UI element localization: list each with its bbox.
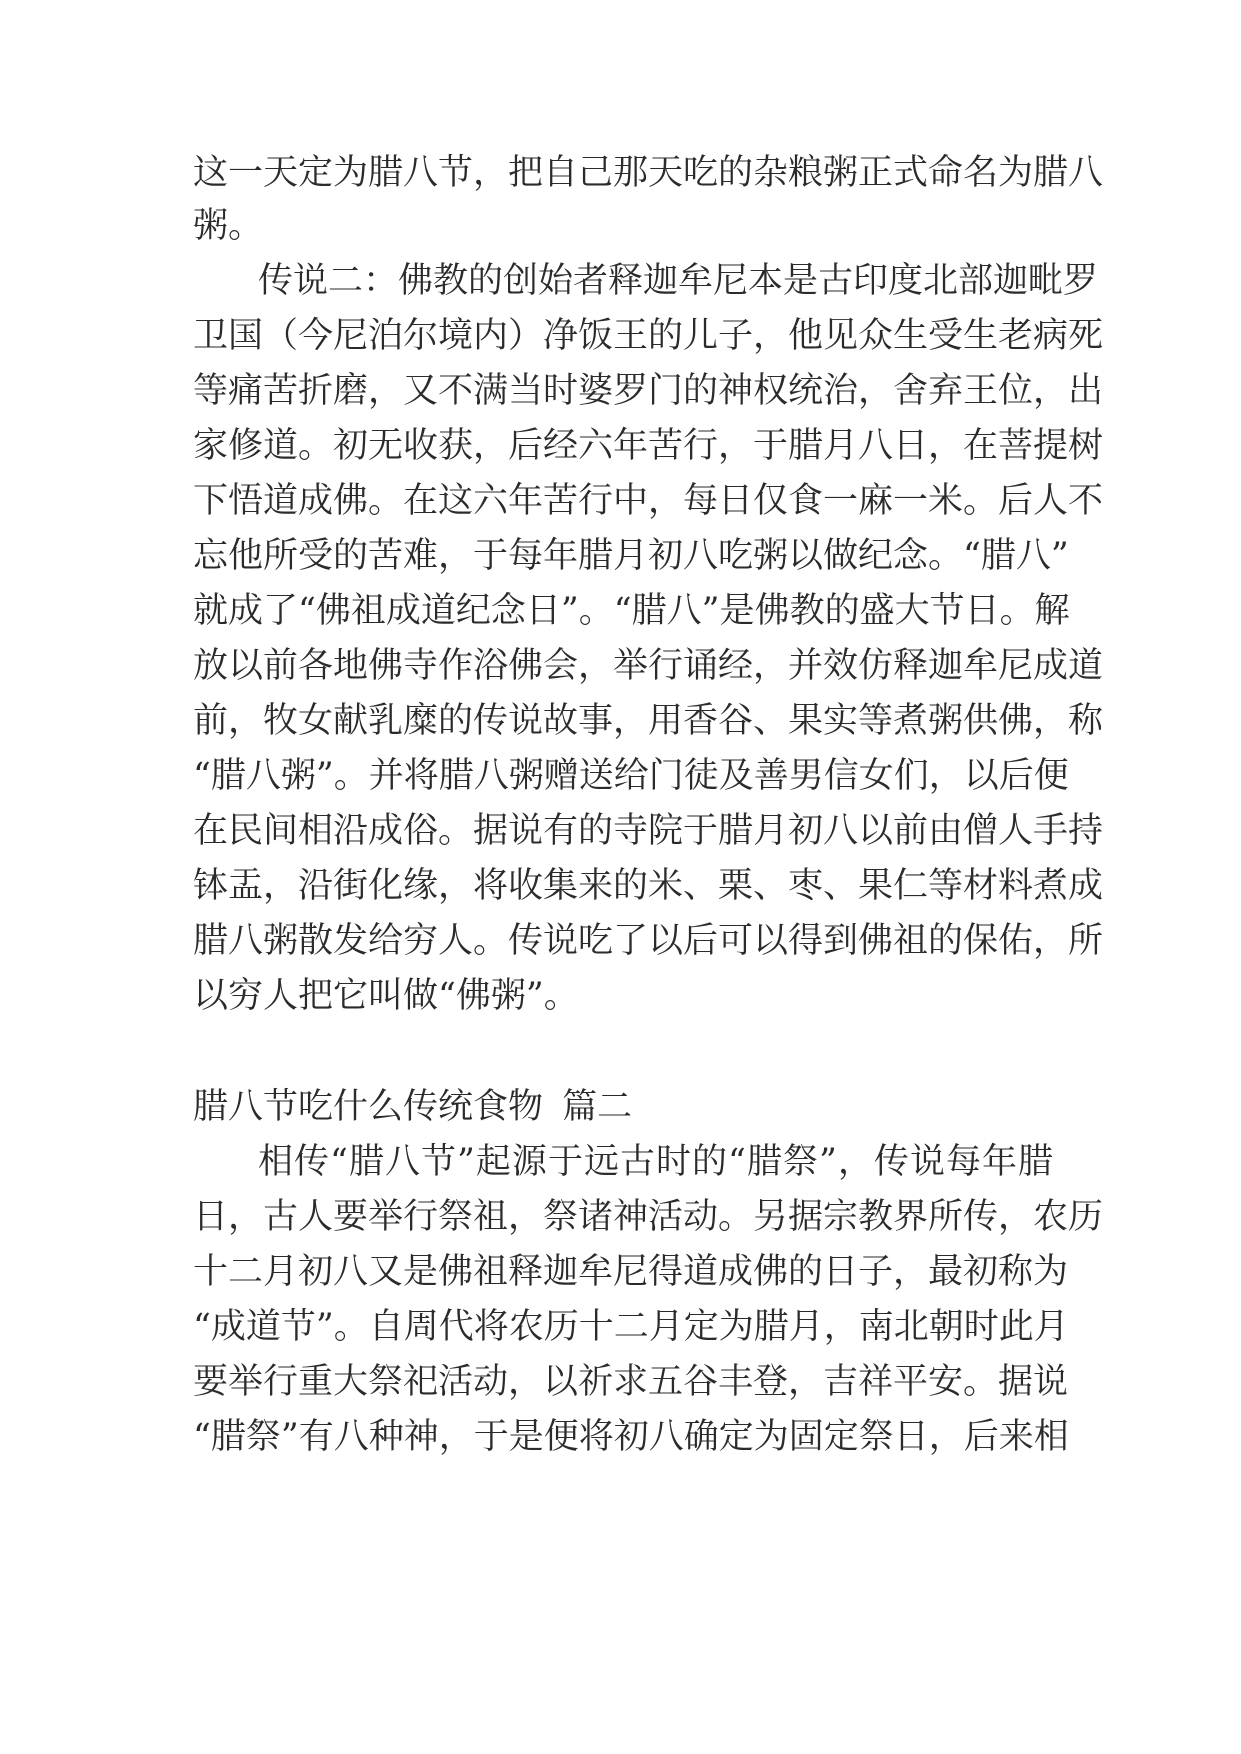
paragraph-line: 钵盂，沿街化缘，将收集来的米、栗、枣、果仁等材料煮成	[193, 866, 1104, 906]
paragraph-line: “成道节”。自周代将农历十二月定为腊月，南北朝时此月	[193, 1307, 1069, 1347]
paragraph-line: 下悟道成佛。在这六年苦行中，每日仅食一麻一米。后人不	[193, 481, 1104, 521]
paragraph-line: 放以前各地佛寺作浴佛会，举行诵经，并效仿释迦牟尼成道	[193, 646, 1104, 686]
paragraph-line: 在民间相沿成俗。据说有的寺院于腊月初八以前由僧人手持	[193, 811, 1104, 851]
paragraph-line: 前，牧女献乳糜的传说故事，用香谷、果实等煮粥供佛，称	[193, 701, 1104, 741]
paragraph-line: 相传“腊八节”起源于远古时的“腊祭”，传说每年腊	[258, 1142, 1053, 1182]
paragraph-line: 家修道。初无收获，后经六年苦行，于腊月八日，在菩提树	[193, 426, 1104, 466]
paragraph-line: 卫国（今尼泊尔境内）净饭王的儿子，他见众生受生老病死	[193, 316, 1104, 356]
paragraph-line: 腊八粥散发给穷人。传说吃了以后可以得到佛祖的保佑，所	[193, 921, 1104, 961]
paragraph-line: “腊祭”有八种神，于是便将初八确定为固定祭日，后来相	[193, 1417, 1069, 1457]
paragraph-line: 等痛苦折磨，又不满当时婆罗门的神权统治，舍弃王位，出	[193, 371, 1104, 411]
paragraph-line: 这一天定为腊八节，把自己那天吃的杂粮粥正式命名为腊八	[193, 153, 1104, 193]
paragraph-line: 粥。	[193, 206, 264, 246]
paragraph-line: 传说二：佛教的创始者释迦牟尼本是古印度北部迦毗罗	[258, 261, 1099, 301]
section-heading: 腊八节吃什么传统食物 篇二	[193, 1087, 633, 1127]
paragraph-line: 以穷人把它叫做“佛粥”。	[193, 976, 579, 1016]
paragraph-line: 十二月初八又是佛祖释迦牟尼得道成佛的日子，最初称为	[193, 1252, 1069, 1292]
paragraph-line: 要举行重大祭祀活动，以祈求五谷丰登，吉祥平安。据说	[193, 1362, 1069, 1402]
paragraph-line: “腊八粥”。并将腊八粥赠送给门徒及善男信女们，以后便	[193, 756, 1069, 796]
paragraph-line: 就成了“佛祖成道纪念日”。“腊八”是佛教的盛大节日。解	[193, 591, 1070, 631]
paragraph-line: 忘他所受的苦难，于每年腊月初八吃粥以做纪念。“腊八”	[193, 536, 1069, 576]
paragraph-line: 日，古人要举行祭祖，祭诸神活动。另据宗教界所传，农历	[193, 1197, 1104, 1237]
